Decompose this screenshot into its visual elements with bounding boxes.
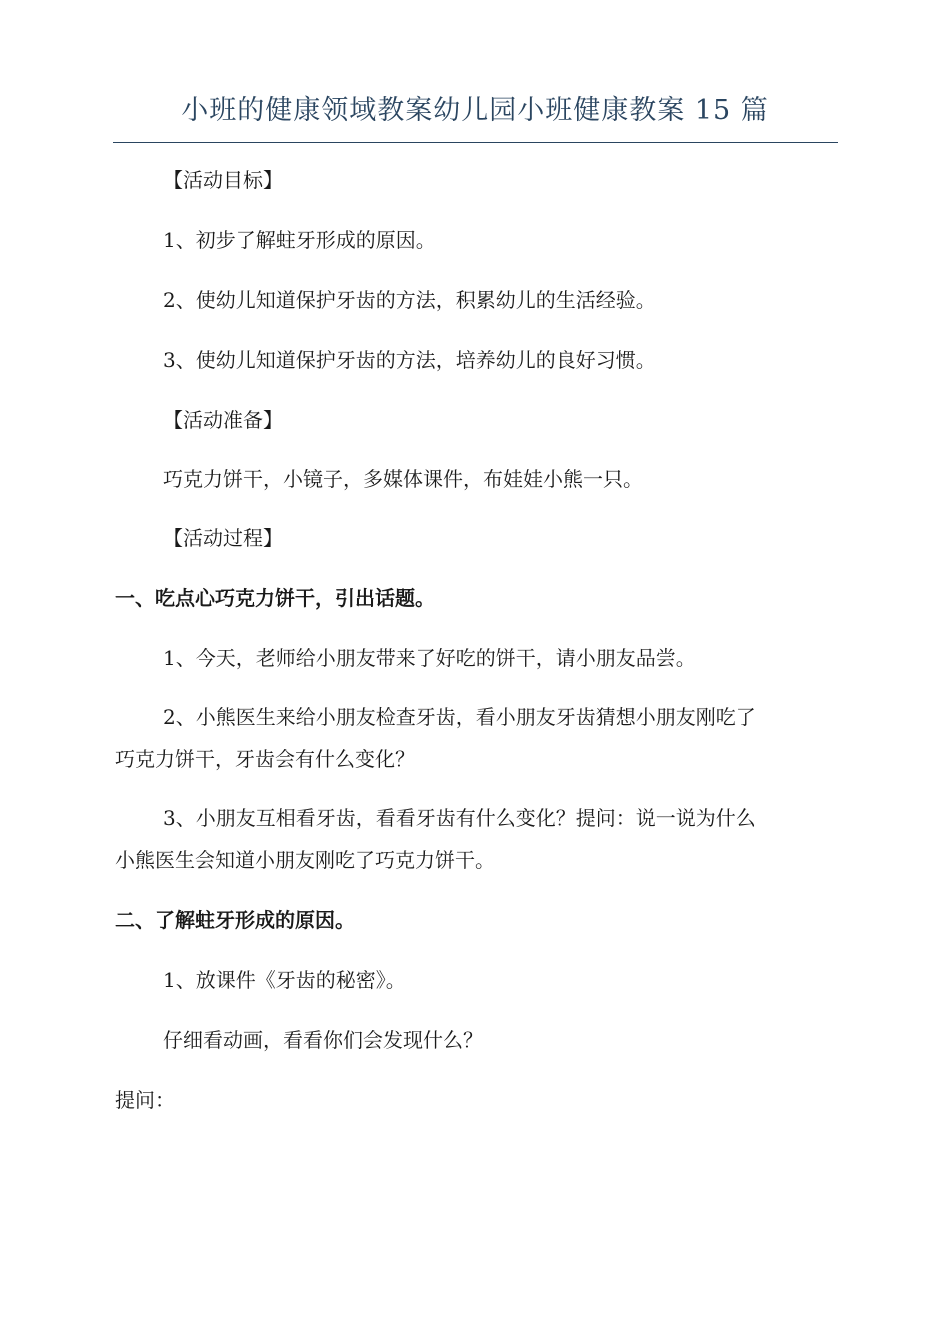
section2-item-1: 1、放课件《牙齿的秘密》。 <box>163 968 406 992</box>
question-label: 提问： <box>115 1088 175 1112</box>
heading-activity-goals: 【活动目标】 <box>163 168 283 192</box>
goal-item-2: 2、使幼儿知道保护牙齿的方法，积累幼儿的生活经验。 <box>163 288 656 312</box>
heading-activity-preparation: 【活动准备】 <box>163 408 283 432</box>
goal-item-3: 3、使幼儿知道保护牙齿的方法，培养幼儿的良好习惯。 <box>163 348 656 372</box>
title-divider <box>113 142 838 143</box>
process-item-3-cont: 小熊医生会知道小朋友刚吃了巧克力饼干。 <box>115 848 495 872</box>
heading-activity-process: 【活动过程】 <box>163 526 283 550</box>
process-item-1: 1、今天，老师给小朋友带来了好吃的饼干，请小朋友品尝。 <box>163 646 696 670</box>
process-item-3: 3、小朋友互相看牙齿，看看牙齿有什么变化？提问：说一说为什么 <box>163 806 756 830</box>
process-item-2-cont: 巧克力饼干，牙齿会有什么变化？ <box>115 747 415 771</box>
document-title: 小班的健康领域教案幼儿园小班健康教案 15 篇 <box>181 95 769 126</box>
section-heading-1: 一、吃点心巧克力饼干，引出话题。 <box>115 586 435 610</box>
section2-text: 仔细看动画，看看你们会发现什么？ <box>163 1028 483 1052</box>
goal-item-1: 1、初步了解蛀牙形成的原因。 <box>163 228 436 252</box>
process-item-2: 2、小熊医生来给小朋友检查牙齿，看小朋友牙齿猜想小朋友刚吃了 <box>163 705 756 729</box>
preparation-text: 巧克力饼干，小镜子，多媒体课件，布娃娃小熊一只。 <box>163 467 643 491</box>
section-heading-2: 二、了解蛀牙形成的原因。 <box>115 908 355 932</box>
